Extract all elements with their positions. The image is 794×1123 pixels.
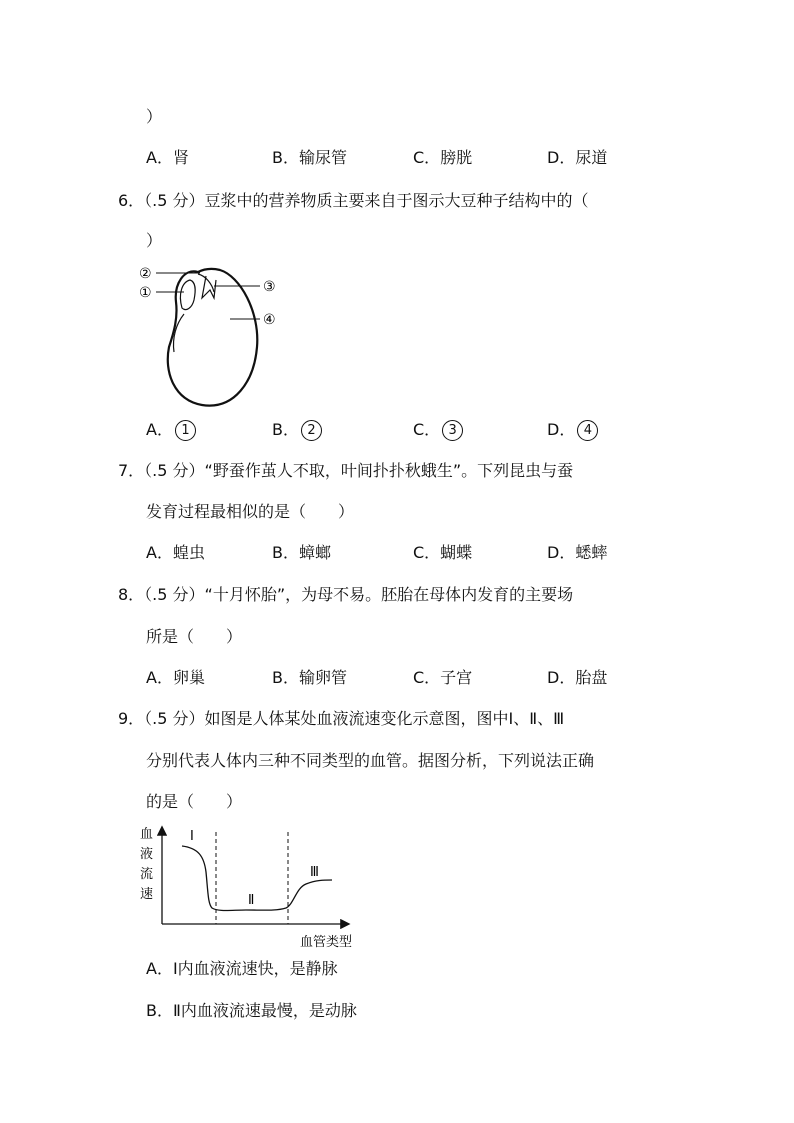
q7-question-line1: 7．（.5 分）“野蚕作茧人不取，叶间扑扑秋蛾生”。下列昆虫与蚕 [118,461,574,480]
q7-option-a[interactable]: A．蝗虫 [146,543,205,562]
soybean-seed-figure [136,262,306,412]
x-axis-label: 血管类型 [300,935,353,950]
y-label-2: 液 [140,847,154,862]
q7-question-line2: 发育过程最相似的是（ ） [146,502,355,521]
q6-option-d-letter: D． [547,420,576,439]
seed-label-3: ③ [263,279,276,295]
q6-option-c-mark: 3 [442,420,463,441]
q9-question-line3: 的是（ ） [146,792,243,811]
q8-option-b[interactable]: B．输卵管 [272,668,347,687]
q8-question-line1: 8．（.5 分）“十月怀胎”，为母不易。胚胎在母体内发育的主要场 [118,585,574,604]
blood-flow-speed-figure [136,822,366,950]
y-label-4: 速 [140,887,154,902]
q6-question-line1: 6．（.5 分）豆浆中的营养物质主要来自于图示大豆种子结构中的（ [118,191,589,210]
seed-label-4: ④ [263,312,276,328]
segment-label-1: Ⅰ [190,829,194,844]
q6-option-b-mark: 2 [301,420,322,441]
q9-question-line2: 分别代表人体内三种不同类型的血管。据图分析，下列说法正确 [146,751,595,770]
segment-label-3: Ⅲ [310,865,319,880]
q6-option-a-mark: 1 [175,420,196,441]
q9-question-line1: 9．（.5 分）如图是人体某处血液流速变化示意图，图中Ⅰ、Ⅱ、Ⅲ [118,709,565,728]
q8-option-c[interactable]: C．子宫 [413,668,473,687]
q6-option-a-letter: A． [146,420,173,439]
y-label-1: 血 [140,827,154,842]
q5-option-a[interactable]: A．肾 [146,148,189,167]
q6-option-d[interactable] [547,419,598,441]
q6-question-line2: ） [146,231,163,250]
q8-option-d[interactable]: D．胎盘 [547,668,608,687]
q6-option-c-letter: C． [413,420,441,439]
q6-option-c[interactable] [413,419,463,441]
q5-option-b[interactable]: B．输尿管 [272,148,347,167]
y-label-3: 流 [140,867,154,882]
q5-option-c[interactable]: C．膀胱 [413,148,473,167]
seed-label-2: ② [139,266,152,282]
q6-option-a[interactable] [146,419,196,441]
q5-option-d[interactable]: D．尿道 [547,148,608,167]
q6-option-b-letter: B． [272,420,299,439]
q8-question-line2: 所是（ ） [146,627,243,646]
q8-option-a[interactable]: A．卵巢 [146,668,205,687]
q7-option-b[interactable]: B．蟑螂 [272,543,331,562]
segment-label-2: Ⅱ [248,893,255,908]
seed-label-1: ① [139,285,152,301]
q6-option-b[interactable] [272,419,322,441]
q9-option-a[interactable]: A．Ⅰ内血液流速快，是静脉 [146,959,338,978]
q7-option-c[interactable]: C．蝴蝶 [413,543,473,562]
q9-option-b[interactable]: B．Ⅱ内血液流速最慢，是动脉 [146,1001,357,1020]
q5-closing-paren: ） [146,107,163,126]
q7-option-d[interactable]: D．蟋蟀 [547,543,608,562]
q6-option-d-mark: 4 [577,420,598,441]
